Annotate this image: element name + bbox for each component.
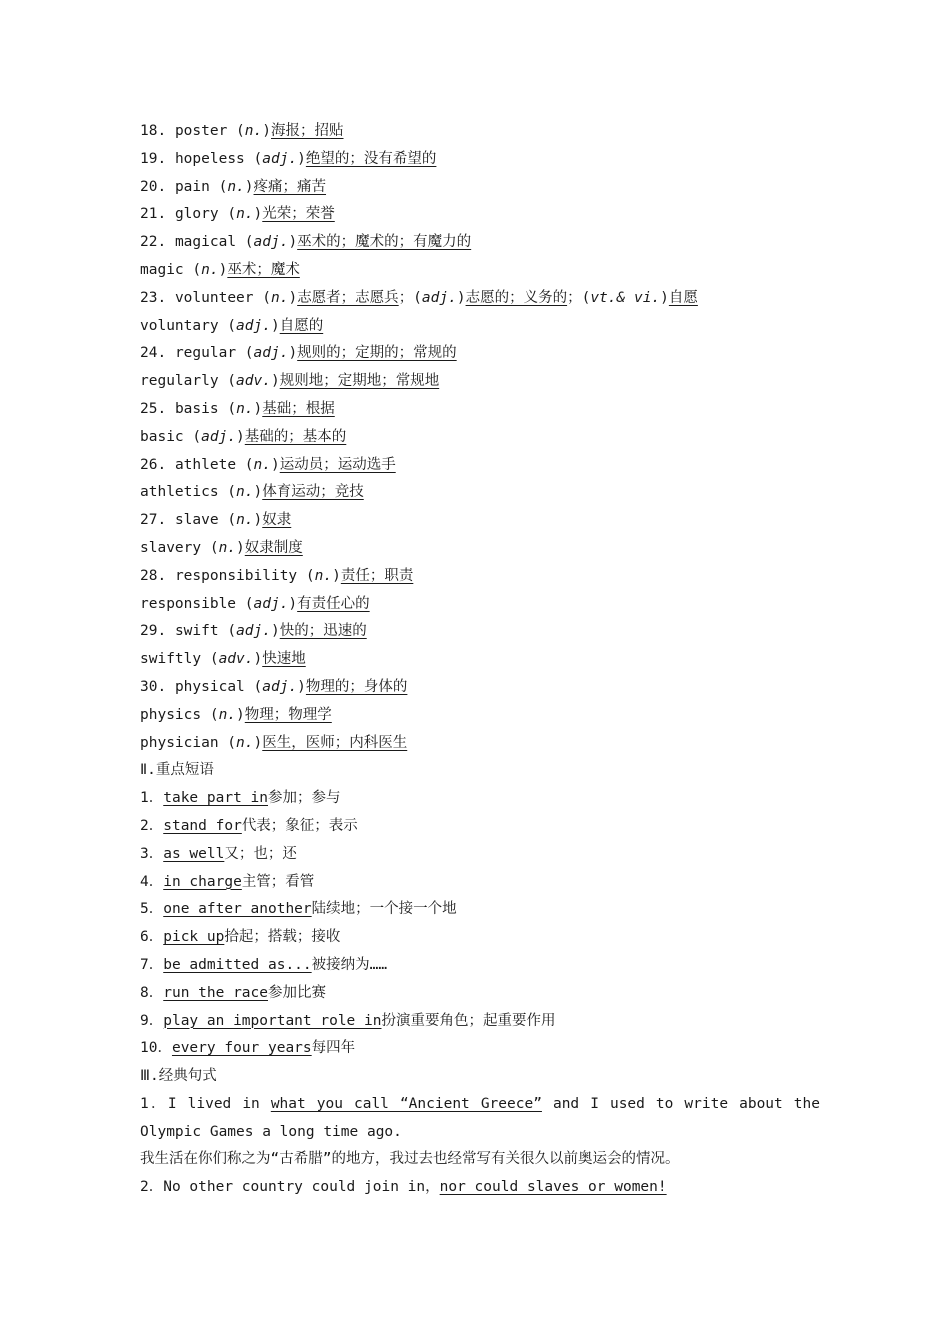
entry-number: 22. <box>140 234 167 251</box>
part-of-speech: n. <box>270 289 289 306</box>
sentence-text: and I used to write about the Olympic Games a long time ago. <box>140 1095 820 1140</box>
section-heading-key-phrases: Ⅱ.重点短语 <box>140 762 214 779</box>
entry-meaning: 巫术的；魔术的；有魔力的 <box>297 234 472 251</box>
phrase-text: take part in <box>163 790 268 807</box>
entry-number: 24. <box>140 345 167 362</box>
part-of-speech: adj. <box>262 678 298 695</box>
sentence-text: No other country could join in， <box>163 1179 440 1196</box>
phrase-entry <box>140 869 820 897</box>
vocab-entry: 30. physical (adj.)物理的；身体的 <box>140 678 408 695</box>
part-of-speech: n. <box>236 512 254 529</box>
entry-word: physics <box>140 706 202 723</box>
phrase-meaning: 参加比赛 <box>268 984 326 1001</box>
part-of-speech: n. <box>244 123 263 139</box>
entry-word: basis <box>174 400 219 417</box>
phrase-entry <box>140 785 820 813</box>
vocab-entry: physics (n.)物理；物理学 <box>140 706 332 723</box>
entry-meaning: 巫术；魔术 <box>227 261 300 278</box>
phrase-text: one after another <box>163 901 312 918</box>
sentence-number: 2． <box>140 1179 164 1196</box>
phrase-meaning: 拾起；搭载；接收 <box>224 929 341 946</box>
part-of-speech: n. <box>236 206 254 223</box>
entry-meaning: 疼痛；痛苦 <box>253 178 327 195</box>
entry-meaning: 海报；招贴 <box>271 123 344 139</box>
part-of-speech: adj. <box>253 345 289 362</box>
sentence-number: 1． <box>140 1095 168 1112</box>
phrase-meaning: 扮演重要角色；起重要作用 <box>381 1012 556 1029</box>
entry-meaning: 物理的；身体的 <box>305 678 408 695</box>
part-of-speech: adj. <box>421 289 457 306</box>
phrase-entry <box>140 980 820 1008</box>
entry-meaning: 自愿 <box>668 289 698 306</box>
entry-meaning: 医生，医师；内科医生 <box>262 734 408 751</box>
entry-word: pain <box>174 178 210 195</box>
phrase-entry <box>140 896 820 924</box>
phrase-text: pick up <box>163 929 225 946</box>
phrase-meaning: 代表；象征；表示 <box>241 817 358 834</box>
entry-word: physical <box>174 678 245 695</box>
phrase-meaning: 参加；参与 <box>268 790 341 807</box>
phrase-text: be admitted as... <box>163 956 312 973</box>
phrase-number: 9． <box>140 1012 164 1029</box>
phrase-text: every four years <box>171 1040 312 1057</box>
entry-number: 27. <box>140 512 167 529</box>
entry-meaning: 体育运动；竞技 <box>262 484 364 501</box>
entry-word: responsible <box>140 595 237 612</box>
sentence-answer-blank: what you call “Ancient Greece” <box>270 1095 542 1112</box>
phrase-meaning: 主管；看管 <box>241 873 315 890</box>
part-of-speech: adj. <box>236 623 271 640</box>
vocab-entry: 25. basis (n.)基础；根据 <box>140 400 335 417</box>
entry-meaning: 绝望的；没有希望的 <box>305 150 437 167</box>
entry-word: voluntary <box>140 317 219 334</box>
entry-meaning: 基础；根据 <box>262 400 335 417</box>
entry-meaning: 光荣；荣誉 <box>262 206 335 223</box>
entry-number: 18. <box>140 123 167 139</box>
part-of-speech: n. <box>253 456 271 473</box>
vocab-entry: voluntary (adj.)自愿的 <box>140 317 324 334</box>
phrase-entry <box>140 841 820 869</box>
entry-word: athletics <box>140 484 219 501</box>
vocab-entry: 27. slave (n.)奴隶 <box>140 512 292 529</box>
entry-word: athlete <box>174 456 237 473</box>
phrase-text: run the race <box>163 984 268 1001</box>
phrase-number: 3． <box>140 845 164 862</box>
entry-meaning: 奴隶制度 <box>244 539 303 556</box>
part-of-speech: adv. <box>218 651 254 668</box>
phrase-list <box>140 785 820 1063</box>
entry-meaning: 自愿的 <box>279 317 324 334</box>
entry-meaning: 奴隶 <box>262 512 292 529</box>
phrase-entry <box>140 1008 820 1036</box>
phrase-number: 1． <box>140 790 164 807</box>
entry-word: basic <box>140 428 184 445</box>
phrase-entry <box>140 924 820 952</box>
entry-word: slave <box>174 512 219 529</box>
phrase-entry <box>140 813 820 841</box>
entry-word: magic <box>140 261 184 278</box>
entry-meaning: 有责任心的 <box>297 595 370 612</box>
vocab-entry: basic (adj.)基础的；基本的 <box>140 428 347 445</box>
entry-word: regularly <box>140 373 219 390</box>
vocab-entry: athletics (n.)体育运动；竞技 <box>140 484 364 501</box>
phrase-text: play an important role in <box>163 1012 382 1029</box>
entry-word: swiftly <box>140 651 202 668</box>
entry-number: 26. <box>140 456 167 473</box>
entry-number: 29. <box>140 623 167 640</box>
entry-word: magical <box>174 234 237 251</box>
entry-word: physician <box>140 734 219 751</box>
sentence-1 <box>140 1091 820 1147</box>
entry-meaning: 运动员；运动选手 <box>279 456 396 473</box>
part-of-speech: n. <box>201 261 219 278</box>
entry-number: 25. <box>140 400 167 417</box>
entry-meaning: 物理；物理学 <box>244 706 332 723</box>
sentence-2 <box>140 1174 820 1202</box>
entry-meaning: 志愿的；义务的 <box>465 289 568 306</box>
entry-meaning: 志愿者；志愿兵 <box>297 289 399 306</box>
entry-word: slavery <box>140 539 202 556</box>
phrase-text: in charge <box>163 873 242 890</box>
entry-word: responsibility <box>174 567 298 584</box>
vocab-entry: 29. swift (adj.)快的；迅速的 <box>140 623 367 640</box>
part-of-speech: n. <box>236 484 254 501</box>
entry-meaning: 规则地；定期地；常规地 <box>279 373 440 390</box>
entry-word: glory <box>174 206 219 223</box>
entry-meaning: 规则的；定期的；常规的 <box>297 345 457 362</box>
entry-word: volunteer <box>174 289 254 306</box>
entry-word: hopeless <box>174 150 245 167</box>
entry-number: 30. <box>140 678 167 695</box>
part-of-speech: adj. <box>253 595 289 612</box>
phrase-meaning: 被接纳为…… <box>311 956 388 973</box>
entry-meaning: 快的；迅速的 <box>279 623 367 640</box>
vocab-entry: 23. volunteer (n.)志愿者；志愿兵；(adj.)志愿的；义务的；(vt.& vi.)自愿 <box>140 289 698 306</box>
part-of-speech: n. <box>218 706 237 723</box>
entry-number: 21. <box>140 206 167 223</box>
vocab-entry: regularly (adv.)规则地；定期地；常规地 <box>140 373 440 390</box>
section-heading-classic-sentences: Ⅲ.经典句式 <box>140 1068 217 1085</box>
phrase-text: as well <box>163 845 225 862</box>
phrase-number: 5． <box>140 901 164 918</box>
sentence-1-translation: 我生活在你们称之为“古希腊”的地方，我过去也经常写有关很久以前奥运会的情况。 <box>140 1151 680 1168</box>
part-of-speech: adj. <box>262 150 298 167</box>
part-of-speech: vt.& vi. <box>590 289 661 306</box>
document-page <box>140 118 820 1202</box>
part-of-speech: adj. <box>201 428 237 445</box>
entry-word: swift <box>174 623 219 640</box>
vocab-entry: responsible (adj.)有责任心的 <box>140 595 370 612</box>
entry-meaning: 快速地 <box>262 651 306 668</box>
vocab-entry: magic (n.)巫术；魔术 <box>140 261 300 278</box>
vocab-entry: 18. poster (n.)海报；招贴 <box>140 123 344 139</box>
phrase-number: 6． <box>140 929 164 946</box>
phrase-entry <box>140 1035 820 1063</box>
phrase-meaning: 每四年 <box>311 1040 356 1057</box>
vocab-entry: 19. hopeless (adj.)绝望的；没有希望的 <box>140 150 437 167</box>
vocab-entry: 28. responsibility (n.)责任；职责 <box>140 567 414 584</box>
phrase-number: 8． <box>140 984 164 1001</box>
part-of-speech: adj. <box>253 234 289 251</box>
vocab-entry: 26. athlete (n.)运动员；运动选手 <box>140 456 396 473</box>
sentence-answer-blank: nor could slaves or women! <box>439 1179 667 1196</box>
entry-number: 28. <box>140 567 167 584</box>
entry-number: 20. <box>140 178 167 195</box>
entry-meaning: 责任；职责 <box>340 567 414 584</box>
phrase-meaning: 陆续地；一个接一个地 <box>311 901 457 918</box>
phrase-text: stand for <box>163 817 242 834</box>
vocab-entry: physician (n.)医生，医师；内科医生 <box>140 734 408 751</box>
vocab-entry: slavery (n.)奴隶制度 <box>140 539 303 556</box>
entry-word: poster <box>174 123 228 139</box>
entry-word: regular <box>174 345 237 362</box>
part-of-speech: n. <box>236 400 254 417</box>
part-of-speech: n. <box>314 567 333 584</box>
part-of-speech: adv. <box>236 373 271 390</box>
entry-meaning: 基础的；基本的 <box>244 428 347 445</box>
vocab-entry: 22. magical (adj.)巫术的；魔术的；有魔力的 <box>140 234 472 251</box>
sentence-text: I lived in <box>167 1095 271 1112</box>
phrase-number: 7． <box>140 956 164 973</box>
entry-number: 23. <box>140 289 167 306</box>
part-of-speech: n. <box>236 734 254 751</box>
vocab-entry: 21. glory (n.)光荣；荣誉 <box>140 206 335 223</box>
vocabulary-list <box>140 118 820 757</box>
vocab-entry: swiftly (adv.)快速地 <box>140 651 306 668</box>
part-of-speech: n. <box>218 539 237 556</box>
part-of-speech: adj. <box>236 317 271 334</box>
phrase-entry <box>140 952 820 980</box>
vocab-entry: 20. pain (n.)疼痛；痛苦 <box>140 178 327 195</box>
phrase-meaning: 又；也；还 <box>224 845 297 862</box>
phrase-number: 2． <box>140 817 164 834</box>
entry-number: 19. <box>140 150 167 167</box>
vocab-entry: 24. regular (adj.)规则的；定期的；常规的 <box>140 345 457 362</box>
phrase-number: 10． <box>140 1040 172 1057</box>
part-of-speech: n. <box>227 178 245 195</box>
phrase-number: 4． <box>140 873 164 890</box>
